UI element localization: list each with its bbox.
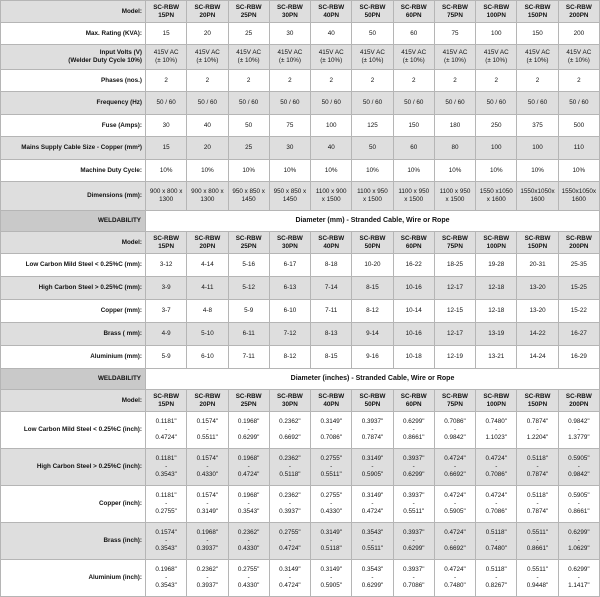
row-label: Mains Supply Cable Size - Copper (mm²) [1, 137, 146, 160]
row-label: Copper (mm): [1, 300, 146, 323]
row-label: Dimensions (mm): [1, 182, 146, 211]
row-label: Phases (nos.) [1, 70, 146, 92]
table-cell: 1550x1050x 1600 [517, 182, 558, 211]
spec-row [1, 23, 600, 45]
table-cell: 415V AC (± 10%) [434, 45, 475, 70]
model-name: SC-RBW 100PN [476, 1, 517, 23]
table-cell: 100 [311, 115, 352, 137]
table-cell: 10-18 [393, 346, 434, 369]
model-name: SC-RBW 40PN [311, 1, 352, 23]
table-cell: 0.5511" - 0.8661" [517, 523, 558, 560]
table-cell: 2 [228, 70, 269, 92]
table-cell: 100 [476, 137, 517, 160]
table-cell: 50 / 60 [187, 92, 228, 115]
row-label: Fuse (Amps): [1, 115, 146, 137]
table-cell: 950 x 850 x 1450 [228, 182, 269, 211]
table-cell: 10% [434, 160, 475, 182]
table-cell: 0.3149" - 0.4724" [352, 486, 393, 523]
model-name: SC-RBW 60PN [393, 390, 434, 412]
table-cell: 8-13 [311, 323, 352, 346]
weldability-label: WELDABILITY [1, 211, 146, 232]
inch-row [1, 449, 600, 486]
spec-row [1, 160, 600, 182]
model-label: Model: [1, 1, 146, 23]
model-label: Model: [1, 390, 146, 412]
table-cell: 13-21 [476, 346, 517, 369]
model-name: SC-RBW 30PN [269, 390, 310, 412]
table-cell: 375 [517, 115, 558, 137]
table-cell: 50 / 60 [228, 92, 269, 115]
model-header-row-inch [1, 390, 600, 412]
table-cell: 12-18 [476, 300, 517, 323]
spec-table-body [1, 1, 600, 597]
model-name: SC-RBW 15PN [146, 390, 187, 412]
table-cell: 10% [146, 160, 187, 182]
table-cell: 7-12 [269, 323, 310, 346]
model-name: SC-RBW 150PN [517, 390, 558, 412]
table-cell: 0.2362" - 0.6692" [269, 412, 310, 449]
table-cell: 10-16 [393, 323, 434, 346]
table-cell: 7-11 [228, 346, 269, 369]
model-name: SC-RBW 30PN [269, 232, 310, 254]
table-cell: 20 [187, 23, 228, 45]
table-cell: 2 [187, 70, 228, 92]
table-cell: 0.4724" - 0.6692" [434, 449, 475, 486]
table-cell: 8-12 [269, 346, 310, 369]
mm-row [1, 277, 600, 300]
table-cell: 415V AC (± 10%) [187, 45, 228, 70]
table-cell: 12-17 [434, 277, 475, 300]
row-label: Low Carbon Mild Steel < 0.25%C (inch): [1, 412, 146, 449]
table-cell: 0.6299" - 1.1417" [558, 560, 599, 597]
table-cell: 0.1968" - 0.4724" [228, 449, 269, 486]
table-cell: 25 [228, 23, 269, 45]
table-cell: 25-35 [558, 254, 599, 277]
row-label: High Carbon Steel > 0.25%C (inch): [1, 449, 146, 486]
table-cell: 415V AC (± 10%) [476, 45, 517, 70]
table-cell: 0.1181" - 0.4724" [146, 412, 187, 449]
model-name: SC-RBW 15PN [146, 232, 187, 254]
table-cell: 14-22 [517, 323, 558, 346]
table-cell: 0.1574" - 0.3149" [187, 486, 228, 523]
table-cell: 0.3937" - 0.5511" [393, 486, 434, 523]
table-cell: 2 [146, 70, 187, 92]
table-cell: 4-8 [187, 300, 228, 323]
table-cell: 0.2362" - 0.5118" [269, 449, 310, 486]
table-cell: 0.2755" - 0.4330" [311, 486, 352, 523]
table-cell: 0.2362" - 0.4330" [228, 523, 269, 560]
table-cell: 40 [311, 23, 352, 45]
table-cell: 0.3149" - 0.5905" [352, 449, 393, 486]
row-label: Machine Duty Cycle: [1, 160, 146, 182]
table-cell: 0.1968" - 0.6299" [228, 412, 269, 449]
row-label: High Carbon Steel > 0.25%C (mm): [1, 277, 146, 300]
spec-row [1, 45, 600, 70]
table-cell: 50 / 60 [476, 92, 517, 115]
table-cell: 13-20 [517, 300, 558, 323]
table-cell: 100 [517, 137, 558, 160]
table-cell: 50 / 60 [352, 92, 393, 115]
table-cell: 900 x 800 x 1300 [187, 182, 228, 211]
table-cell: 5-16 [228, 254, 269, 277]
table-cell: 2 [311, 70, 352, 92]
table-cell: 20 [187, 137, 228, 160]
table-cell: 0.1181" - 0.2755" [146, 486, 187, 523]
table-cell: 0.1968" - 0.3937" [187, 523, 228, 560]
section-title: Diameter (inches) - Stranded Cable, Wire or Rope [146, 369, 600, 390]
model-name: SC-RBW 40PN [311, 390, 352, 412]
table-cell: 2 [517, 70, 558, 92]
mm-row [1, 254, 600, 277]
table-cell: 10-16 [393, 277, 434, 300]
model-name: SC-RBW 25PN [228, 1, 269, 23]
table-cell: 0.2362" - 0.3937" [269, 486, 310, 523]
table-cell: 0.1574" - 0.5511" [187, 412, 228, 449]
table-cell: 150 [517, 23, 558, 45]
table-cell: 900 x 800 x 1300 [146, 182, 187, 211]
table-cell: 25 [228, 137, 269, 160]
table-cell: 0.4724" - 0.7086" [476, 486, 517, 523]
table-cell: 10% [558, 160, 599, 182]
table-cell: 1100 x 950 x 1500 [434, 182, 475, 211]
table-cell: 0.6299" - 1.0629" [558, 523, 599, 560]
model-name: SC-RBW 25PN [228, 232, 269, 254]
table-cell: 40 [187, 115, 228, 137]
table-cell: 0.3149" - 0.5905" [311, 560, 352, 597]
model-name: SC-RBW 200PN [558, 232, 599, 254]
table-cell: 150 [393, 115, 434, 137]
table-cell: 50 / 60 [146, 92, 187, 115]
table-cell: 10% [269, 160, 310, 182]
table-cell: 415V AC (± 10%) [393, 45, 434, 70]
table-cell: 10% [476, 160, 517, 182]
spec-row [1, 115, 600, 137]
model-name: SC-RBW 75PN [434, 232, 475, 254]
table-cell: 2 [558, 70, 599, 92]
table-cell: 4-11 [187, 277, 228, 300]
table-cell: 0.5511" - 0.9448" [517, 560, 558, 597]
table-cell: 0.4724" - 0.7086" [476, 449, 517, 486]
table-cell: 2 [393, 70, 434, 92]
table-cell: 6-10 [187, 346, 228, 369]
table-cell: 30 [269, 137, 310, 160]
table-cell: 0.4724" - 0.5905" [434, 486, 475, 523]
table-cell: 0.5118" - 0.8267" [476, 560, 517, 597]
table-cell: 3-7 [146, 300, 187, 323]
spec-row [1, 182, 600, 211]
table-cell: 0.5905" - 0.8661" [558, 486, 599, 523]
table-cell: 10% [187, 160, 228, 182]
model-name: SC-RBW 200PN [558, 390, 599, 412]
model-name: SC-RBW 60PN [393, 1, 434, 23]
table-cell: 5-9 [146, 346, 187, 369]
weldability-inch-header [1, 369, 600, 390]
table-cell: 10-14 [393, 300, 434, 323]
table-cell: 30 [146, 115, 187, 137]
table-cell: 0.5118" - 0.7874" [517, 449, 558, 486]
row-label: Input Volts (V) (Welder Duty Cycle 10%) [1, 45, 146, 70]
table-cell: 8-15 [311, 346, 352, 369]
model-name: SC-RBW 200PN [558, 1, 599, 23]
table-cell: 3-9 [146, 277, 187, 300]
table-cell: 0.9842" - 1.3779" [558, 412, 599, 449]
model-name: SC-RBW 100PN [476, 232, 517, 254]
table-cell: 7-14 [311, 277, 352, 300]
table-cell: 1550 x1050 x 1600 [476, 182, 517, 211]
row-label: Low Carbon Mild Steel < 0.25%C (mm): [1, 254, 146, 277]
table-cell: 10% [517, 160, 558, 182]
table-cell: 2 [269, 70, 310, 92]
model-name: SC-RBW 25PN [228, 390, 269, 412]
model-label: Model: [1, 232, 146, 254]
table-cell: 0.3937" - 0.7874" [352, 412, 393, 449]
table-cell: 50 [352, 23, 393, 45]
table-cell: 2 [476, 70, 517, 92]
model-name: SC-RBW 150PN [517, 1, 558, 23]
model-name: SC-RBW 50PN [352, 232, 393, 254]
table-cell: 15-25 [558, 277, 599, 300]
table-cell: 200 [558, 23, 599, 45]
model-name: SC-RBW 20PN [187, 390, 228, 412]
row-label: Copper (inch): [1, 486, 146, 523]
table-cell: 12-15 [434, 300, 475, 323]
table-cell: 0.1968" - 0.3543" [146, 560, 187, 597]
table-cell: 50 / 60 [269, 92, 310, 115]
table-cell: 4-9 [146, 323, 187, 346]
table-cell: 0.3543" - 0.6299" [352, 560, 393, 597]
table-cell: 1100 x 950 x 1500 [352, 182, 393, 211]
table-cell: 13-20 [517, 277, 558, 300]
model-name: SC-RBW 100PN [476, 390, 517, 412]
table-cell: 6-10 [269, 300, 310, 323]
inch-row [1, 412, 600, 449]
table-cell: 7-11 [311, 300, 352, 323]
model-name: SC-RBW 75PN [434, 390, 475, 412]
table-cell: 415V AC (± 10%) [517, 45, 558, 70]
table-cell: 0.3937" - 0.7086" [393, 560, 434, 597]
table-cell: 50 [352, 137, 393, 160]
table-cell: 0.3149" - 0.5118" [311, 523, 352, 560]
table-cell: 12-19 [434, 346, 475, 369]
inch-row [1, 560, 600, 597]
table-cell: 0.3149" - 0.4724" [269, 560, 310, 597]
table-cell: 0.4724" - 0.7480" [434, 560, 475, 597]
table-cell: 20-31 [517, 254, 558, 277]
table-cell: 8-18 [311, 254, 352, 277]
table-cell: 0.7874" - 1.2204" [517, 412, 558, 449]
table-cell: 950 x 850 x 1450 [269, 182, 310, 211]
mm-row [1, 323, 600, 346]
table-cell: 0.7086" - 0.9842" [434, 412, 475, 449]
table-cell: 0.1968" - 0.3543" [228, 486, 269, 523]
table-cell: 8-15 [352, 277, 393, 300]
table-cell: 0.7480" - 1.1023" [476, 412, 517, 449]
table-cell: 10-20 [352, 254, 393, 277]
table-cell: 0.2755" - 0.4724" [269, 523, 310, 560]
table-cell: 10% [352, 160, 393, 182]
model-name: SC-RBW 15PN [146, 1, 187, 23]
table-cell: 500 [558, 115, 599, 137]
table-cell: 0.3937" - 0.6299" [393, 449, 434, 486]
table-cell: 30 [269, 23, 310, 45]
table-cell: 14-24 [517, 346, 558, 369]
table-cell: 10% [393, 160, 434, 182]
table-cell: 50 / 60 [517, 92, 558, 115]
weldability-mm-header [1, 211, 600, 232]
table-cell: 12-17 [434, 323, 475, 346]
inch-row [1, 486, 600, 523]
table-cell: 3-12 [146, 254, 187, 277]
table-cell: 1100 x 900 x 1500 [311, 182, 352, 211]
table-cell: 10% [311, 160, 352, 182]
table-cell: 75 [434, 23, 475, 45]
table-cell: 0.2362" - 0.3937" [187, 560, 228, 597]
table-cell: 415V AC (± 10%) [352, 45, 393, 70]
model-header-row [1, 1, 600, 23]
table-cell: 5-12 [228, 277, 269, 300]
table-cell: 250 [476, 115, 517, 137]
table-cell: 6-13 [269, 277, 310, 300]
model-name: SC-RBW 50PN [352, 390, 393, 412]
table-cell: 60 [393, 23, 434, 45]
table-cell: 16-27 [558, 323, 599, 346]
table-cell: 2 [434, 70, 475, 92]
model-name: SC-RBW 20PN [187, 1, 228, 23]
row-label: Brass (inch): [1, 523, 146, 560]
table-cell: 15 [146, 23, 187, 45]
table-cell: 8-12 [352, 300, 393, 323]
table-cell: 13-19 [476, 323, 517, 346]
table-cell: 100 [476, 23, 517, 45]
table-cell: 0.2755" - 0.5511" [311, 449, 352, 486]
row-label: Frequency (Hz) [1, 92, 146, 115]
model-name: SC-RBW 30PN [269, 1, 310, 23]
table-cell: 6-11 [228, 323, 269, 346]
table-cell: 0.1574" - 0.3543" [146, 523, 187, 560]
row-label: Brass ( mm): [1, 323, 146, 346]
table-cell: 1100 x 950 x 1500 [393, 182, 434, 211]
table-cell: 16-29 [558, 346, 599, 369]
table-cell: 50 / 60 [311, 92, 352, 115]
table-cell: 19-28 [476, 254, 517, 277]
table-cell: 0.4724" - 0.6692" [434, 523, 475, 560]
table-cell: 2 [352, 70, 393, 92]
table-cell: 9-14 [352, 323, 393, 346]
model-name: SC-RBW 40PN [311, 232, 352, 254]
model-name: SC-RBW 150PN [517, 232, 558, 254]
model-name: SC-RBW 60PN [393, 232, 434, 254]
table-cell: 180 [434, 115, 475, 137]
table-cell: 16-22 [393, 254, 434, 277]
table-cell: 125 [352, 115, 393, 137]
mm-row [1, 300, 600, 323]
row-label: Max. Rating (KVA): [1, 23, 146, 45]
table-cell: 415V AC (± 10%) [269, 45, 310, 70]
table-cell: 12-18 [476, 277, 517, 300]
table-cell: 4-14 [187, 254, 228, 277]
table-cell: 0.1181" - 0.3543" [146, 449, 187, 486]
table-cell: 9-16 [352, 346, 393, 369]
table-cell: 415V AC (± 10%) [228, 45, 269, 70]
table-cell: 75 [269, 115, 310, 137]
table-cell: 6-17 [269, 254, 310, 277]
table-cell: 415V AC (± 10%) [558, 45, 599, 70]
mm-row [1, 346, 600, 369]
model-name: SC-RBW 75PN [434, 1, 475, 23]
table-cell: 415V AC (± 10%) [311, 45, 352, 70]
table-cell: 50 / 60 [434, 92, 475, 115]
model-header-row-mm [1, 232, 600, 254]
spec-row [1, 137, 600, 160]
table-cell: 0.2755" - 0.4330" [228, 560, 269, 597]
row-label: Aluminium (mm): [1, 346, 146, 369]
table-cell: 0.6299" - 0.8661" [393, 412, 434, 449]
table-cell: 18-25 [434, 254, 475, 277]
table-cell: 60 [393, 137, 434, 160]
inch-row [1, 523, 600, 560]
table-cell: 10% [228, 160, 269, 182]
section-title: Diameter (mm) - Stranded Cable, Wire or Rope [146, 211, 600, 232]
table-cell: 0.5118" - 0.7874" [517, 486, 558, 523]
table-cell: 110 [558, 137, 599, 160]
table-cell: 50 / 60 [558, 92, 599, 115]
table-cell: 40 [311, 137, 352, 160]
table-cell: 0.3937" - 0.6299" [393, 523, 434, 560]
table-cell: 50 [228, 115, 269, 137]
spec-row [1, 70, 600, 92]
table-cell: 415V AC (± 10%) [146, 45, 187, 70]
table-cell: 50 / 60 [393, 92, 434, 115]
row-label: Aluminium (inch): [1, 560, 146, 597]
table-cell: 0.5118" - 0.7480" [476, 523, 517, 560]
model-name: SC-RBW 20PN [187, 232, 228, 254]
weldability-label: WELDABILITY [1, 369, 146, 390]
table-cell: 80 [434, 137, 475, 160]
model-name: SC-RBW 50PN [352, 1, 393, 23]
table-cell: 15 [146, 137, 187, 160]
table-cell: 0.3543" - 0.5511" [352, 523, 393, 560]
spec-row [1, 92, 600, 115]
table-cell: 1550x1050x 1600 [558, 182, 599, 211]
table-cell: 5-10 [187, 323, 228, 346]
table-cell: 0.5905" - 0.9842" [558, 449, 599, 486]
table-cell: 0.1574" - 0.4330" [187, 449, 228, 486]
table-cell: 5-9 [228, 300, 269, 323]
table-cell: 0.3149" - 0.7086" [311, 412, 352, 449]
table-cell: 15-22 [558, 300, 599, 323]
